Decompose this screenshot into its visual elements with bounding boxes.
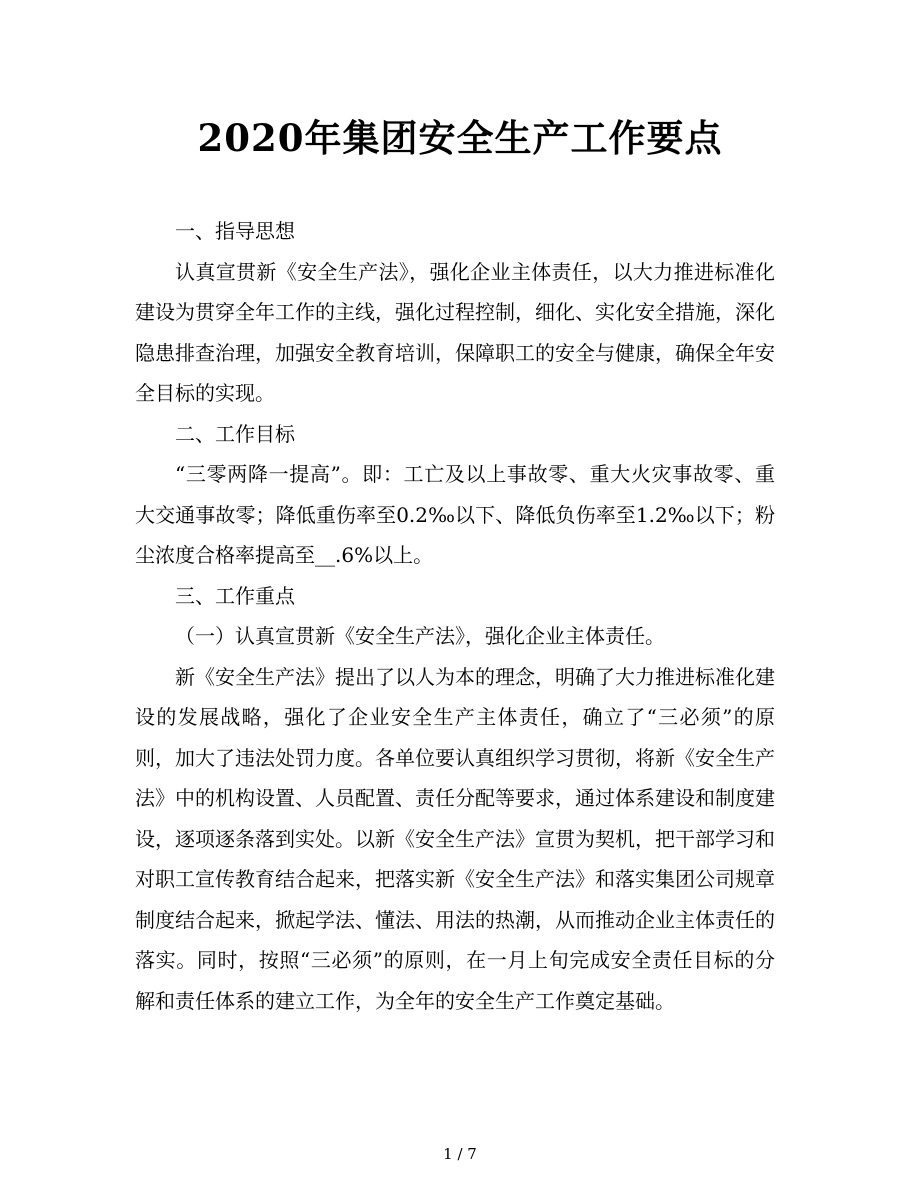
section-heading-work-focus: 三、工作重点 xyxy=(175,583,295,608)
paragraph-guiding-ideology: 认真宣贯新《安全生产法》，强化企业主体责任，以大力推进标准化建设为贯穿全年工作的主线，强化过程控制，细化、实化安全措施，深化隐患排查治理，加强安全教育培训，保障职工的安全与健康，确保全年安全目标的实现。 xyxy=(135,259,775,405)
paragraph-work-goals: “三零两降一提高”。即：工亡及以上事故零、重大火灾事故零、重大交通事故零；降低重伤率至0.2‰以下、降低负伤率至1.2‰以下；粉尘浓度合格率提高至__.6%以上。 xyxy=(135,462,775,567)
section-heading-guiding-ideology: 一、指导思想 xyxy=(175,219,295,243)
subsection-heading-1: （一）认真宣贯新《安全生产法》，强化企业主体责任。 xyxy=(175,624,665,648)
document-body xyxy=(135,211,775,1021)
paragraph-safety-law: 新《安全生产法》提出了以人为本的理念，明确了大力推进标准化建设的发展战略，强化了企业安全生产主体责任，确立了“三必须”的原则，加大了违法处罚力度。各单位要认真组织学习贯彻，将新《安全生产法》中的机构设置、人员配置、责任分配等要求，通过体系建设和制度建设，逐项逐条落到实处。以新《安全生产法》宣贯为契机，把干部学习和对职工宣传教育结合起来，把落实新《安全生产法》和落实集团公司规章制度结合起来，掀起学法、懂法、用法的热潮，从而推动企业主体责任的落实。同时，按照“三必须”的原则，在一月上旬完成安全责任目标的分解和责任体系的建立工作，为全年的安全生产工作奠定基础。 xyxy=(135,664,775,1013)
document-title: 2020年集团安全生产工作要点 xyxy=(197,116,723,160)
page-number: 1 / 7 xyxy=(443,1145,477,1163)
section-heading-work-goals: 二、工作目标 xyxy=(175,421,295,446)
